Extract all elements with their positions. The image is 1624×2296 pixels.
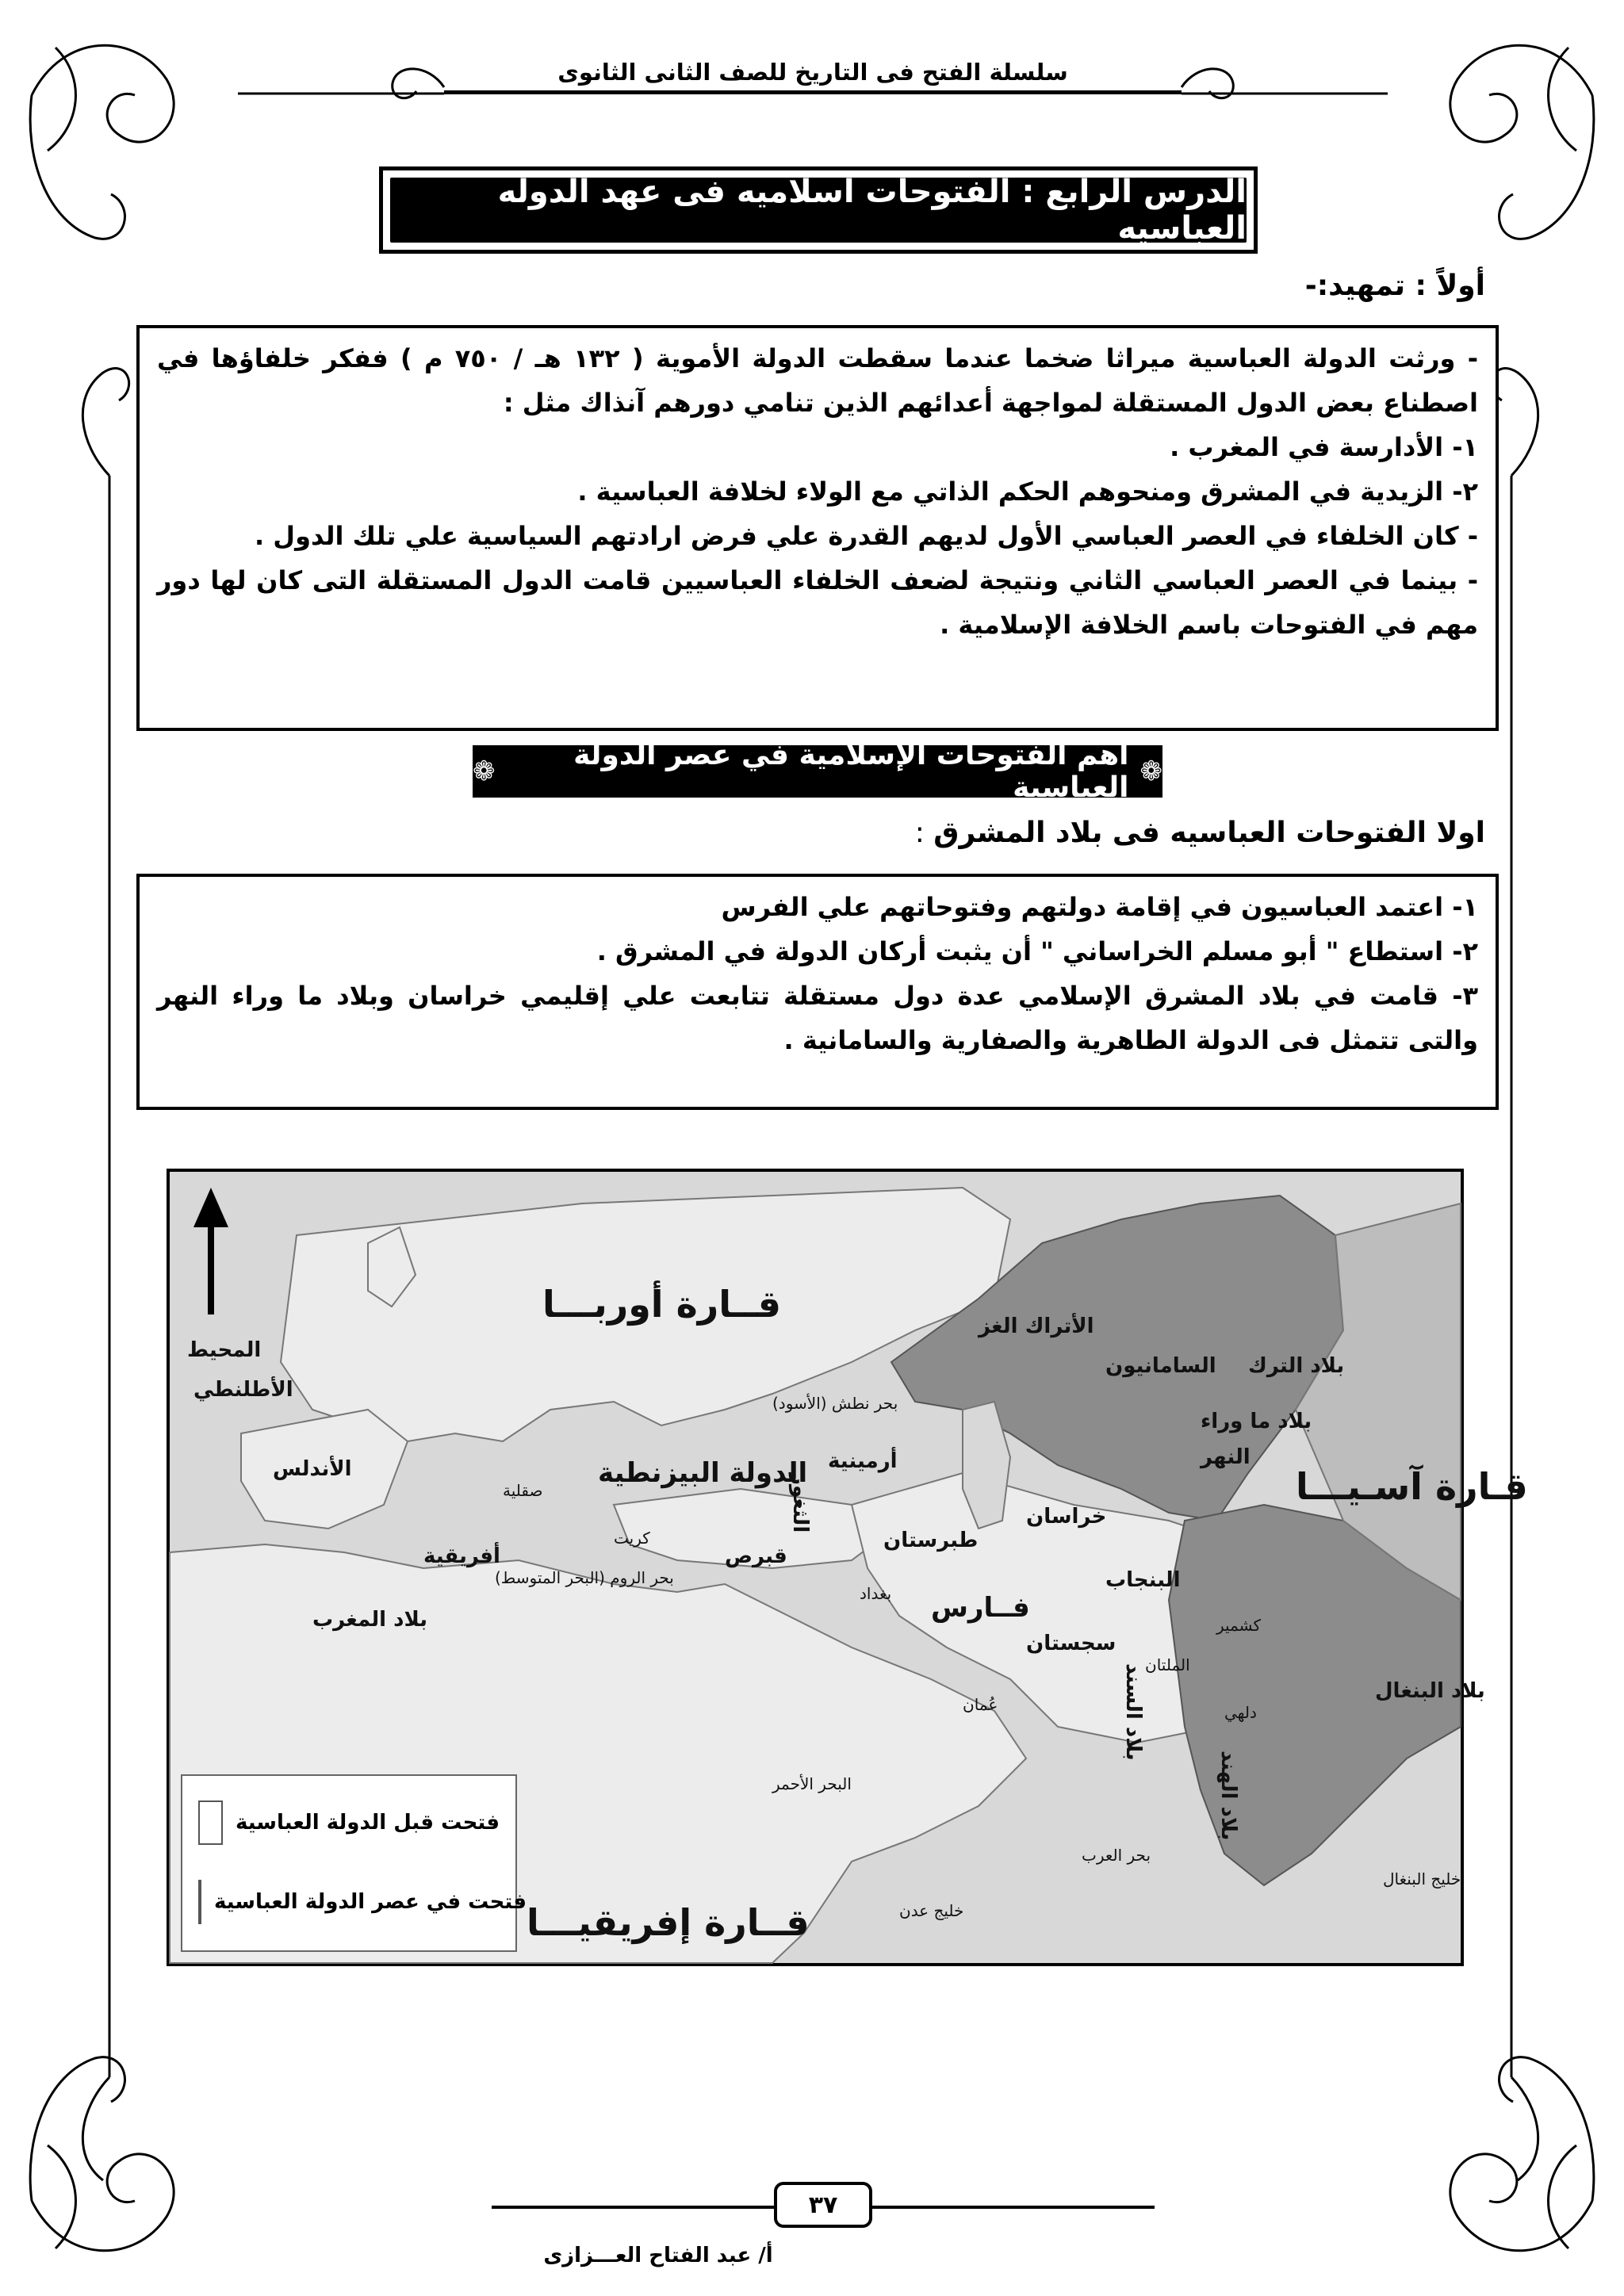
- label-punjab: البنجاب: [1105, 1568, 1181, 1592]
- label-samanids: السامانيون: [1105, 1354, 1216, 1378]
- intro-line: اصطناع بعض الدول المستقلة لمواجهة أعدائهم الذين تنامي دورهم آنذاك مثل :: [503, 388, 1478, 418]
- label-andalus: الأندلس: [273, 1457, 352, 1481]
- section-banner: [473, 739, 1162, 804]
- historical-map: [167, 1169, 1528, 1966]
- label-africa: قــارة إفريقيـــا: [527, 1901, 810, 1944]
- legend-swatch-pre-abbasid: [198, 1800, 223, 1845]
- label-sicily: صقلية: [503, 1481, 543, 1500]
- intro-heading-colon: :: [1405, 270, 1437, 302]
- page-number: ٣٧: [774, 2182, 872, 2228]
- author-name: أ/ عبد الفتاح العـــزازى: [543, 2244, 773, 2267]
- label-turks: بلاد الترك: [1248, 1354, 1345, 1378]
- intro-heading-label: أولاً: [1436, 270, 1485, 302]
- label-oghuz: الأتراك الغز: [979, 1314, 1094, 1338]
- north-arrow-head-icon: [193, 1188, 228, 1227]
- legend-item: [198, 1795, 500, 1850]
- label-india: بلاد الهند: [1216, 1751, 1240, 1841]
- ornament-icon: ❁: [1139, 756, 1162, 787]
- label-baghdad: بغداد: [860, 1584, 892, 1603]
- label-arab-sea: بحر العرب: [1082, 1846, 1151, 1865]
- footer-divider: [492, 2206, 774, 2209]
- label-sijistan: سجستان: [1026, 1632, 1116, 1655]
- east-line: والتى تتمثل فى الدولة الطاهرية والصفارية والسامانية .: [783, 1025, 1478, 1055]
- label-sind: بلاد السند: [1121, 1663, 1145, 1761]
- label-black-sea: بحر نطش (الأسود): [772, 1394, 898, 1413]
- lesson-title-banner: [379, 166, 1258, 254]
- intro-line: ١- الأدارسة في المغرب .: [1170, 432, 1478, 462]
- label-crete: كريت: [614, 1529, 650, 1548]
- label-fars: فــارس: [931, 1592, 1030, 1624]
- intro-line: - ورثت الدولة العباسية ميراثا ضخما عندما سقطت الدولة الأموية ( ١٣٢ هـ / ٧٥٠ م ) ففكر خلفاؤها في: [157, 343, 1479, 373]
- series-title: سلسلة الفتح فى التاريخ للصف الثانى الثانوى: [444, 59, 1182, 94]
- label-armenia: أرمينية: [828, 1449, 898, 1473]
- legend-item: [198, 1874, 527, 1930]
- label-atlantic-1: المحيط: [187, 1338, 262, 1362]
- label-transoxiana-1: بلاد ما وراء: [1201, 1410, 1312, 1433]
- label-cyprus: قبرص: [725, 1544, 787, 1568]
- label-khurasan: خراسان: [1026, 1505, 1107, 1529]
- label-thughur: الثغور: [788, 1473, 812, 1533]
- legend-text: فتحت في عصر الدولة العباسية: [214, 1890, 527, 1914]
- label-asia: قـارة آسـيـــا: [1296, 1465, 1528, 1508]
- east-line: ٣- قامت في بلاد المشرق الإسلامي عدة دول مستقلة تتابعت علي إقليمي خراسان وبلاد ما وراء النهر: [157, 981, 1478, 1011]
- label-transoxiana-2: النهر: [1201, 1445, 1251, 1469]
- label-ifriqiya: أفريقية: [423, 1544, 500, 1568]
- label-oman: عُمان: [963, 1695, 998, 1714]
- label-multan: الملتان: [1145, 1655, 1190, 1674]
- label-europe: قــارة أوربـــا: [542, 1283, 782, 1326]
- label-red-sea: البحر الأحمر: [772, 1774, 852, 1793]
- label-tabaristan: طبرستان: [883, 1529, 979, 1552]
- intro-line: - كان الخلفاء في العصر العباسي الأول لديهم القدرة علي فرض ارادتهم السياسية علي تلك الدول .: [255, 521, 1478, 551]
- intro-heading: [1305, 270, 1485, 302]
- label-bengal: بلاد البنغال: [1375, 1679, 1485, 1703]
- map-legend: [181, 1774, 527, 1952]
- intro-line: مهم في الفتوحات باسم الخلافة الإسلامية .: [940, 610, 1478, 640]
- label-bengal-gulf: خليج البنغال: [1383, 1869, 1461, 1888]
- label-maghreb: بلاد المغرب: [312, 1608, 427, 1632]
- label-mediterranean: بحر الروم (البحر المتوسط): [495, 1568, 674, 1587]
- east-text-box: [136, 874, 1499, 1110]
- label-delhi: دلهي: [1224, 1703, 1257, 1722]
- intro-line: - بينما في العصر العباسي الثاني ونتيجة لضعف الخلفاء العباسيين قامت الدول المستقلة التى كان لها دور: [157, 565, 1478, 595]
- label-atlantic-2: الأطلنطي: [193, 1378, 293, 1402]
- intro-text-box: [136, 325, 1499, 731]
- footer-divider: [872, 2206, 1155, 2209]
- east-heading: [915, 817, 1485, 849]
- east-line: ١- اعتمد العباسيون في إقامة دولتهم وفتوحاتهم علي الفرس: [721, 892, 1478, 922]
- section-banner-text: أهم الفتوحات الإسلامية في عصر الدولة العباسية: [573, 739, 1129, 804]
- label-aden: خليج عدن: [899, 1901, 964, 1920]
- legend-text: فتحت قبل الدولة العباسية: [236, 1811, 500, 1835]
- east-line: ٢- استطاع " أبو مسلم الخراساني " أن يثبت أركان الدولة في المشرق .: [596, 936, 1478, 966]
- lesson-title: الدرس الرابع : الفتوحات اسلاميه فى عهد الدوله العباسيه: [390, 178, 1247, 243]
- label-byzantine: الدولة البيزنطية: [598, 1457, 808, 1489]
- east-heading-colon: :: [914, 817, 934, 849]
- intro-heading-text: تمهيد:-: [1304, 270, 1405, 302]
- intro-line: ٢- الزيدية في المشرق ومنحوهم الحكم الذاتي مع الولاء لخلافة العباسية .: [577, 476, 1478, 507]
- label-kashmir: كشمير: [1216, 1616, 1261, 1635]
- legend-swatch-abbasid: [198, 1880, 201, 1924]
- east-heading-text: اولا الفتوحات العباسيه فى بلاد المشرق: [933, 817, 1485, 849]
- ornament-icon: ❁: [473, 756, 496, 787]
